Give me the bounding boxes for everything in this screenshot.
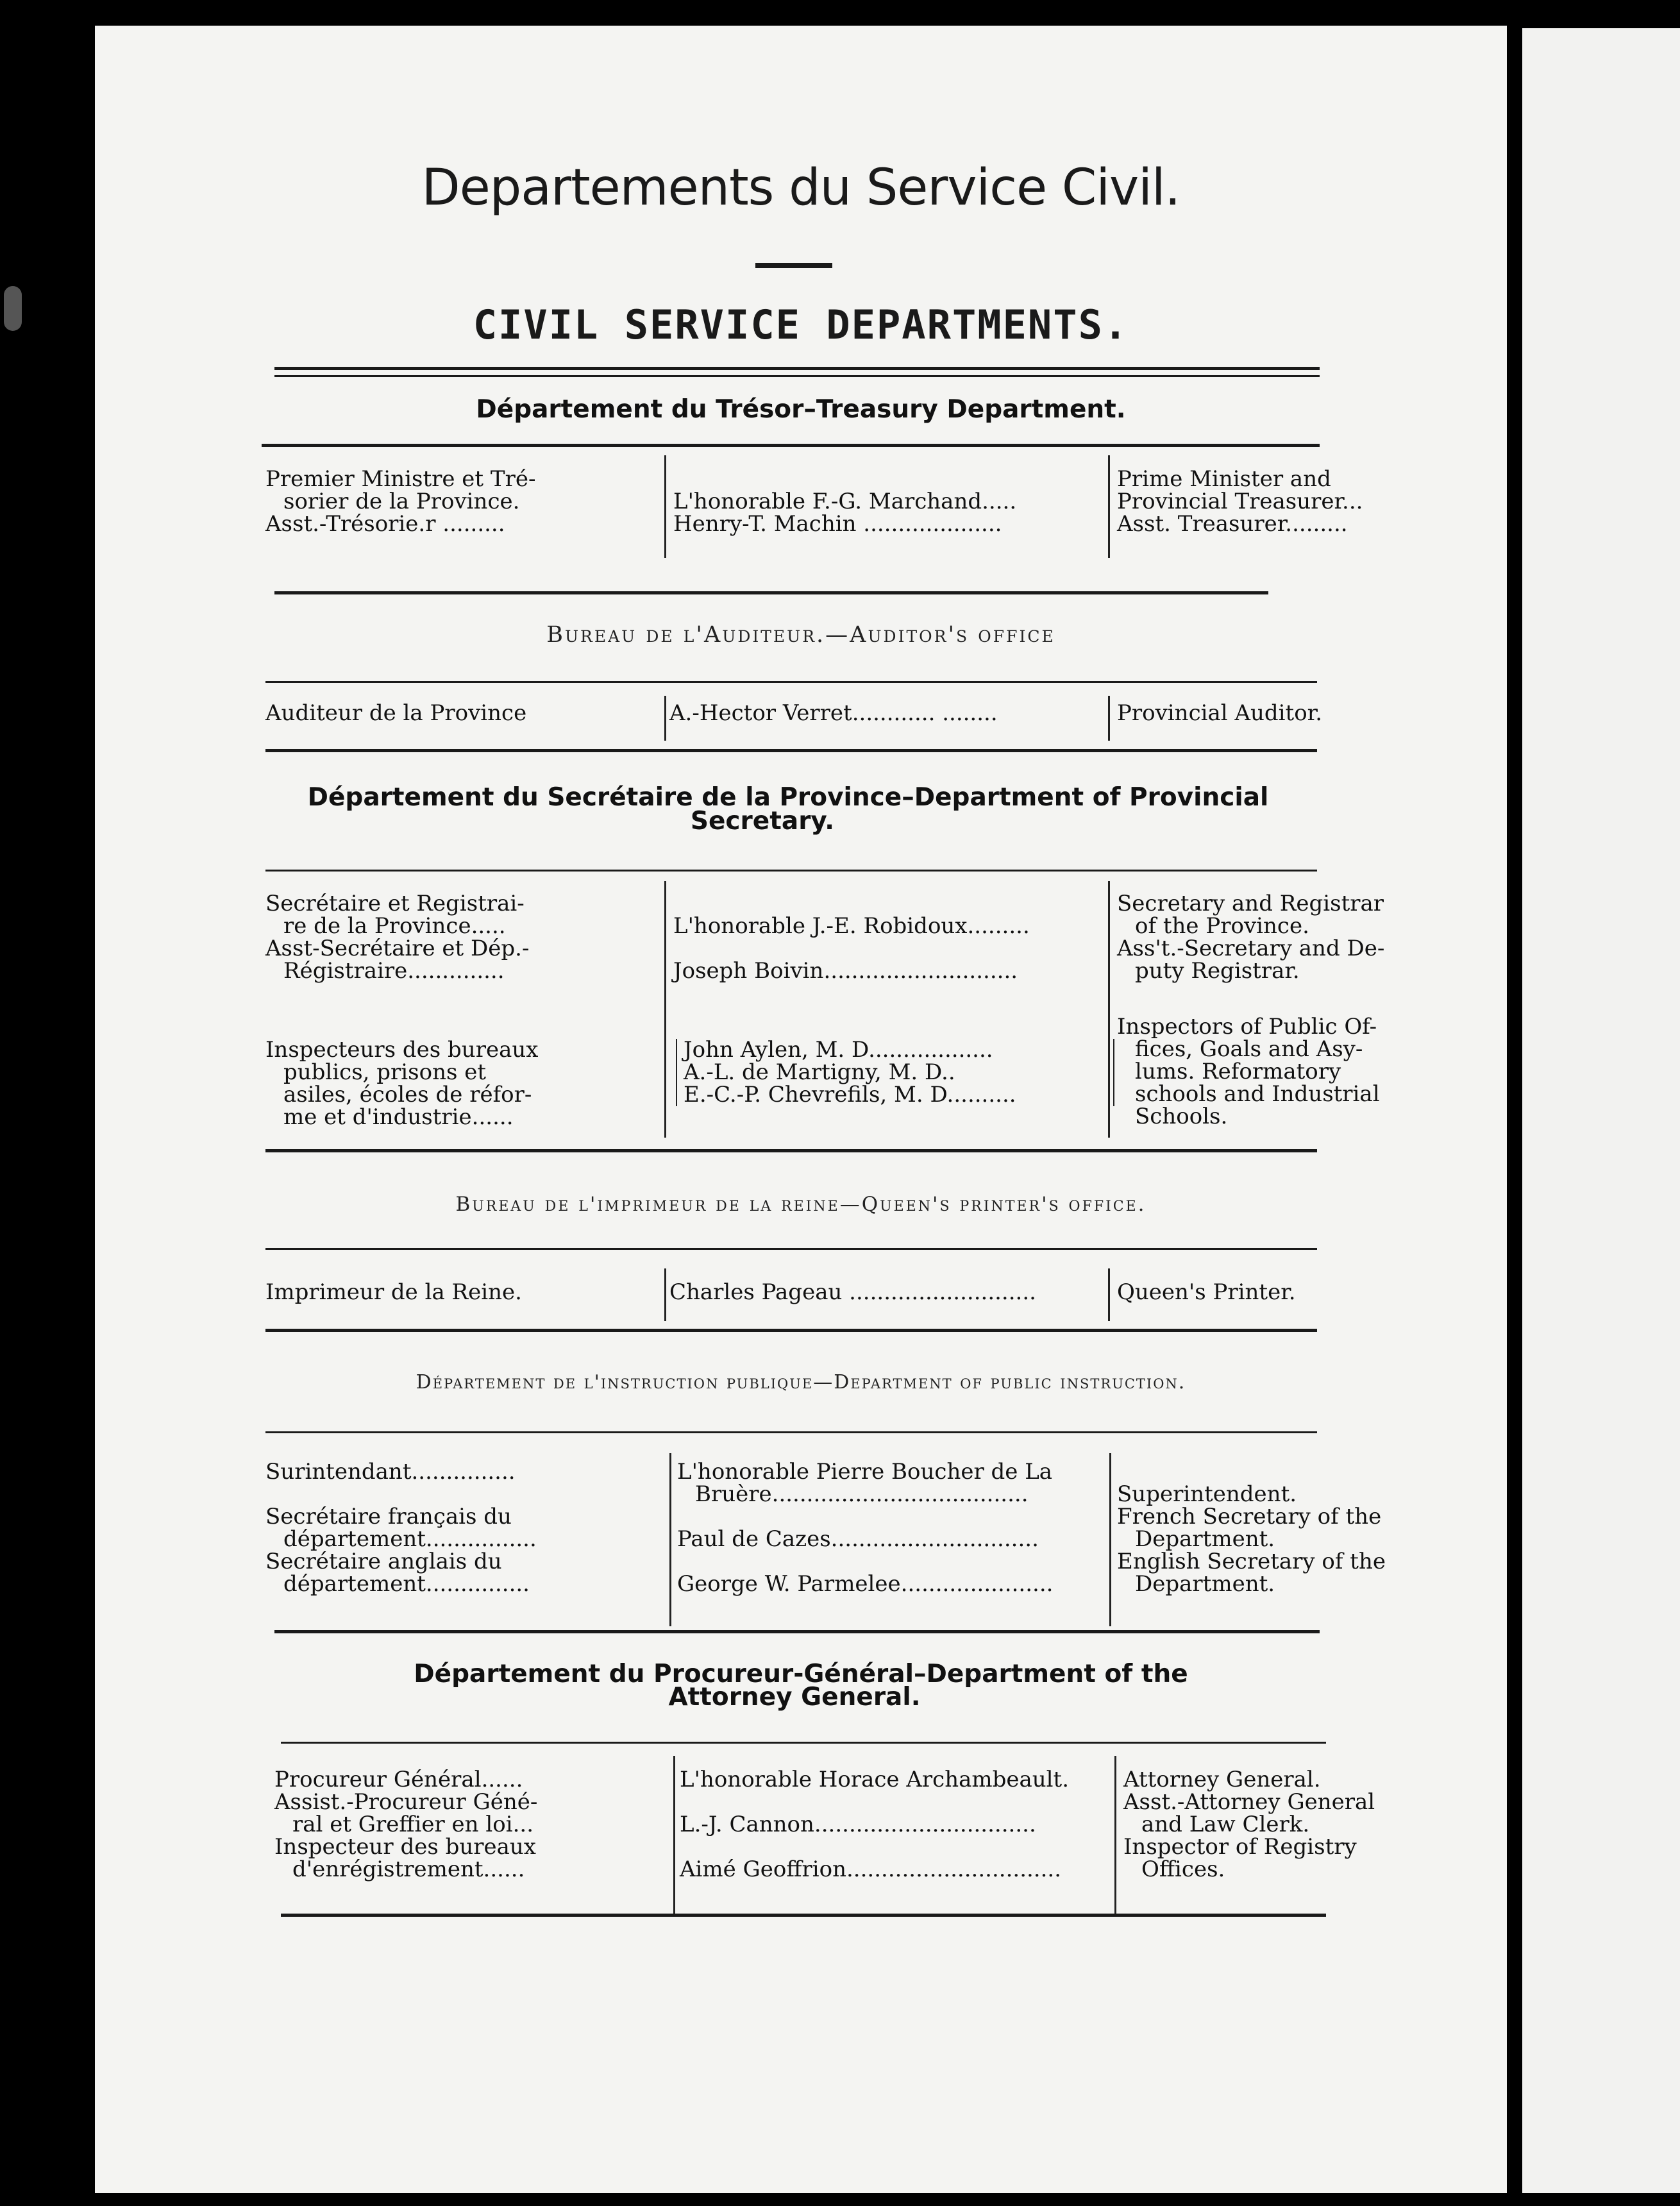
cell-en: Department.: [1135, 1571, 1275, 1597]
cell-en: English Secretary of the: [1117, 1549, 1386, 1574]
secretary-heading: Département du Secrétaire de la Province–Department of Provincial: [307, 783, 1269, 812]
cell-en: Department.: [1135, 1526, 1275, 1552]
cell-fr: re de la Province.....: [283, 913, 506, 939]
cell-fr: Régistraire..............: [283, 958, 505, 984]
col-divider: [1109, 1453, 1111, 1626]
instruction-top-rule: [265, 1431, 1317, 1433]
col-divider: [673, 1756, 675, 1916]
cell-en: schools and Industrial: [1135, 1081, 1380, 1107]
col-divider: [664, 455, 666, 558]
cell-fr: Assist.-Procureur Géné-: [274, 1789, 538, 1815]
cell-name: L.-J. Cannon................................: [680, 1812, 1036, 1837]
cell-fr: Secrétaire anglais du: [265, 1549, 502, 1574]
attorney-heading: Département du Procureur-Général–Department of the: [414, 1660, 1188, 1688]
col-divider: [664, 1268, 666, 1321]
inspectors-brace-group: [676, 1039, 1114, 1106]
cell-name: L'honorable J.-E. Robidoux.........: [673, 913, 1030, 939]
secretary-bottom-rule: [265, 1149, 1317, 1152]
treasury-bottom-rule: [274, 591, 1268, 594]
cell-en: Attorney General.: [1123, 1767, 1321, 1792]
table-row: [673, 893, 1103, 982]
col-divider: [1108, 1268, 1110, 1321]
cell-fr: Secrétaire et Registrai-: [265, 891, 525, 916]
cell-en: puty Registrar.: [1135, 958, 1300, 984]
cell-en: fices, Goals and Asy-: [1135, 1036, 1363, 1062]
cell-name: Charles Pageau ...........................: [669, 1279, 1036, 1305]
cell-name: Henry-T. Machin ....................: [673, 511, 1002, 537]
cell-en: Secretary and Registrar: [1117, 891, 1384, 916]
col-divider: [664, 696, 666, 741]
table-row: [1117, 466, 1363, 537]
title-rule-thin: [274, 375, 1320, 377]
treasury-heading: Département du Trésor–Treasury Department.: [476, 395, 1126, 424]
secretary-table: [265, 891, 1385, 1156]
cell-name: L'honorable Pierre Boucher de La: [677, 1459, 1053, 1485]
cell-fr: Asst.-Trésorie.r .........: [265, 511, 505, 537]
cell-en: Inspectors of Public Of-: [1117, 1014, 1377, 1040]
page-title-fr: Departements du Service Civil.: [421, 159, 1180, 217]
col-divider: [669, 1453, 671, 1626]
cell-name: A.-Hector Verret............ ........: [669, 700, 998, 726]
treasury-top-rule: [262, 444, 1320, 447]
cell-fr: Inspecteurs des bureaux: [265, 1037, 539, 1063]
cell-name: John Aylen, M. D..................: [684, 1037, 993, 1063]
cell-name: L'honorable F.-G. Marchand.....: [673, 489, 1017, 514]
cell-name: L'honorable Horace Archambeault.: [680, 1767, 1070, 1792]
cell-fr: Premier Ministre et Tré-: [265, 466, 536, 492]
auditor-top-rule: [265, 681, 1317, 683]
cell-name: George W. Parmelee......................: [677, 1571, 1054, 1597]
cell-en: Superintendent.: [1117, 1481, 1297, 1507]
printer-heading: Bureau de l'imprimeur de la reine—Queen's printer's office.: [455, 1193, 1147, 1216]
col-divider: [1108, 696, 1110, 741]
title-rule: [274, 367, 1320, 370]
auditor-bottom-rule: [265, 749, 1317, 752]
table-row: [265, 1039, 657, 1129]
instruction-table: [265, 1459, 1386, 1628]
facing-page-edge: [1522, 28, 1680, 2193]
cell-fr: d'enrégistrement......: [292, 1857, 525, 1882]
cell-name: Paul de Cazes..............................: [677, 1526, 1039, 1552]
auditor-heading: Bureau de l'Auditeur.—Auditor's office: [546, 622, 1055, 648]
cell-en: and Law Clerk.: [1141, 1812, 1310, 1837]
document-page: [95, 26, 1507, 2193]
cell-en: Provincial Treasurer...: [1117, 489, 1363, 514]
instruction-bottom-rule: [274, 1630, 1320, 1633]
table-row: [1117, 891, 1385, 984]
cell-en: French Secretary of the: [1117, 1504, 1382, 1529]
cell-fr: Procureur Général......: [274, 1767, 523, 1792]
table-row: [265, 468, 657, 535]
attorney-table: [274, 1767, 1375, 1923]
col-divider: [1108, 455, 1110, 558]
table-row: [677, 1461, 1107, 1596]
cell-name: Aimé Geoffrion...............................: [680, 1857, 1062, 1882]
table-row: [265, 893, 657, 982]
cell-fr: Surintendant...............: [265, 1459, 516, 1485]
table-row: [265, 1461, 663, 1596]
col-divider: [664, 881, 666, 1138]
cell-fr: Inspecteur des bureaux: [274, 1834, 536, 1860]
cell-fr: Secrétaire français du: [265, 1504, 512, 1529]
secretary-heading-cont: Secretary.: [690, 807, 835, 836]
attorney-bottom-rule: [281, 1914, 1326, 1917]
table-row: Imprimeur de la Reine.: [265, 1279, 522, 1305]
cell-fr: publics, prisons et: [283, 1059, 487, 1085]
cell-name: E.-C.-P. Chevrefils, M. D..........: [684, 1082, 1016, 1107]
printer-top-rule: [265, 1248, 1317, 1250]
cell-en: Schools.: [1135, 1104, 1228, 1129]
cell-en: Asst. Treasurer.........: [1117, 511, 1348, 537]
cell-fr: sorier de la Province.: [283, 489, 520, 514]
attorney-top-rule: [281, 1742, 1326, 1744]
cell-fr: département...............: [283, 1571, 530, 1597]
page-title-en: CIVIL SERVICE DEPARTMENTS.: [473, 301, 1129, 348]
cell-en: lums. Reformatory: [1135, 1059, 1341, 1084]
title-dash: [755, 263, 832, 268]
table-row: [1117, 1461, 1386, 1597]
table-row: [680, 1769, 1116, 1881]
cell-name: [673, 893, 1103, 915]
table-row: [274, 1769, 669, 1881]
cell-fr: me et d'industrie......: [283, 1104, 514, 1130]
cell-fr: ral et Greffier en loi...: [292, 1812, 534, 1837]
cell-name: A.-L. de Martigny, M. D..: [684, 1059, 955, 1085]
cell-en: Inspector of Registry: [1123, 1834, 1357, 1860]
cell-fr: Asst-Secrétaire et Dép.-: [265, 936, 530, 961]
cell-fr: département................: [283, 1526, 537, 1552]
cell-name: Joseph Boivin............................: [673, 958, 1018, 984]
cell-fr: asiles, écoles de réfor-: [283, 1082, 532, 1107]
table-row: [1123, 1767, 1375, 1882]
cell-en: Queen's Printer.: [1117, 1279, 1296, 1305]
cell-name: Bruère.....................................: [695, 1481, 1029, 1507]
cell-en: Offices.: [1141, 1857, 1225, 1882]
cell-en: of the Province.: [1135, 913, 1309, 939]
cell-en: Prime Minister and: [1117, 466, 1331, 492]
cell-en: Provincial Auditor.: [1117, 700, 1322, 726]
table-row: Auditeur de la Province: [265, 700, 527, 726]
cell-en: Ass't.-Secretary and De-: [1117, 936, 1385, 961]
scan-margin-mark: [4, 286, 22, 331]
table-row: [1117, 1014, 1380, 1129]
printer-bottom-rule: [265, 1329, 1317, 1332]
cell-name: [673, 468, 1103, 491]
cell-en: Asst.-Attorney General: [1123, 1789, 1375, 1815]
attorney-heading-cont: Attorney General.: [668, 1683, 921, 1712]
auditor-table: [265, 700, 1322, 747]
cell-name: [673, 938, 1103, 960]
secretary-top-rule: [265, 870, 1317, 871]
treasury-table: [265, 466, 1363, 571]
table-row: [673, 468, 1103, 535]
instruction-heading: Département de l'instruction publique—Department of public instruction.: [416, 1371, 1186, 1393]
printer-table: [265, 1281, 1317, 1326]
